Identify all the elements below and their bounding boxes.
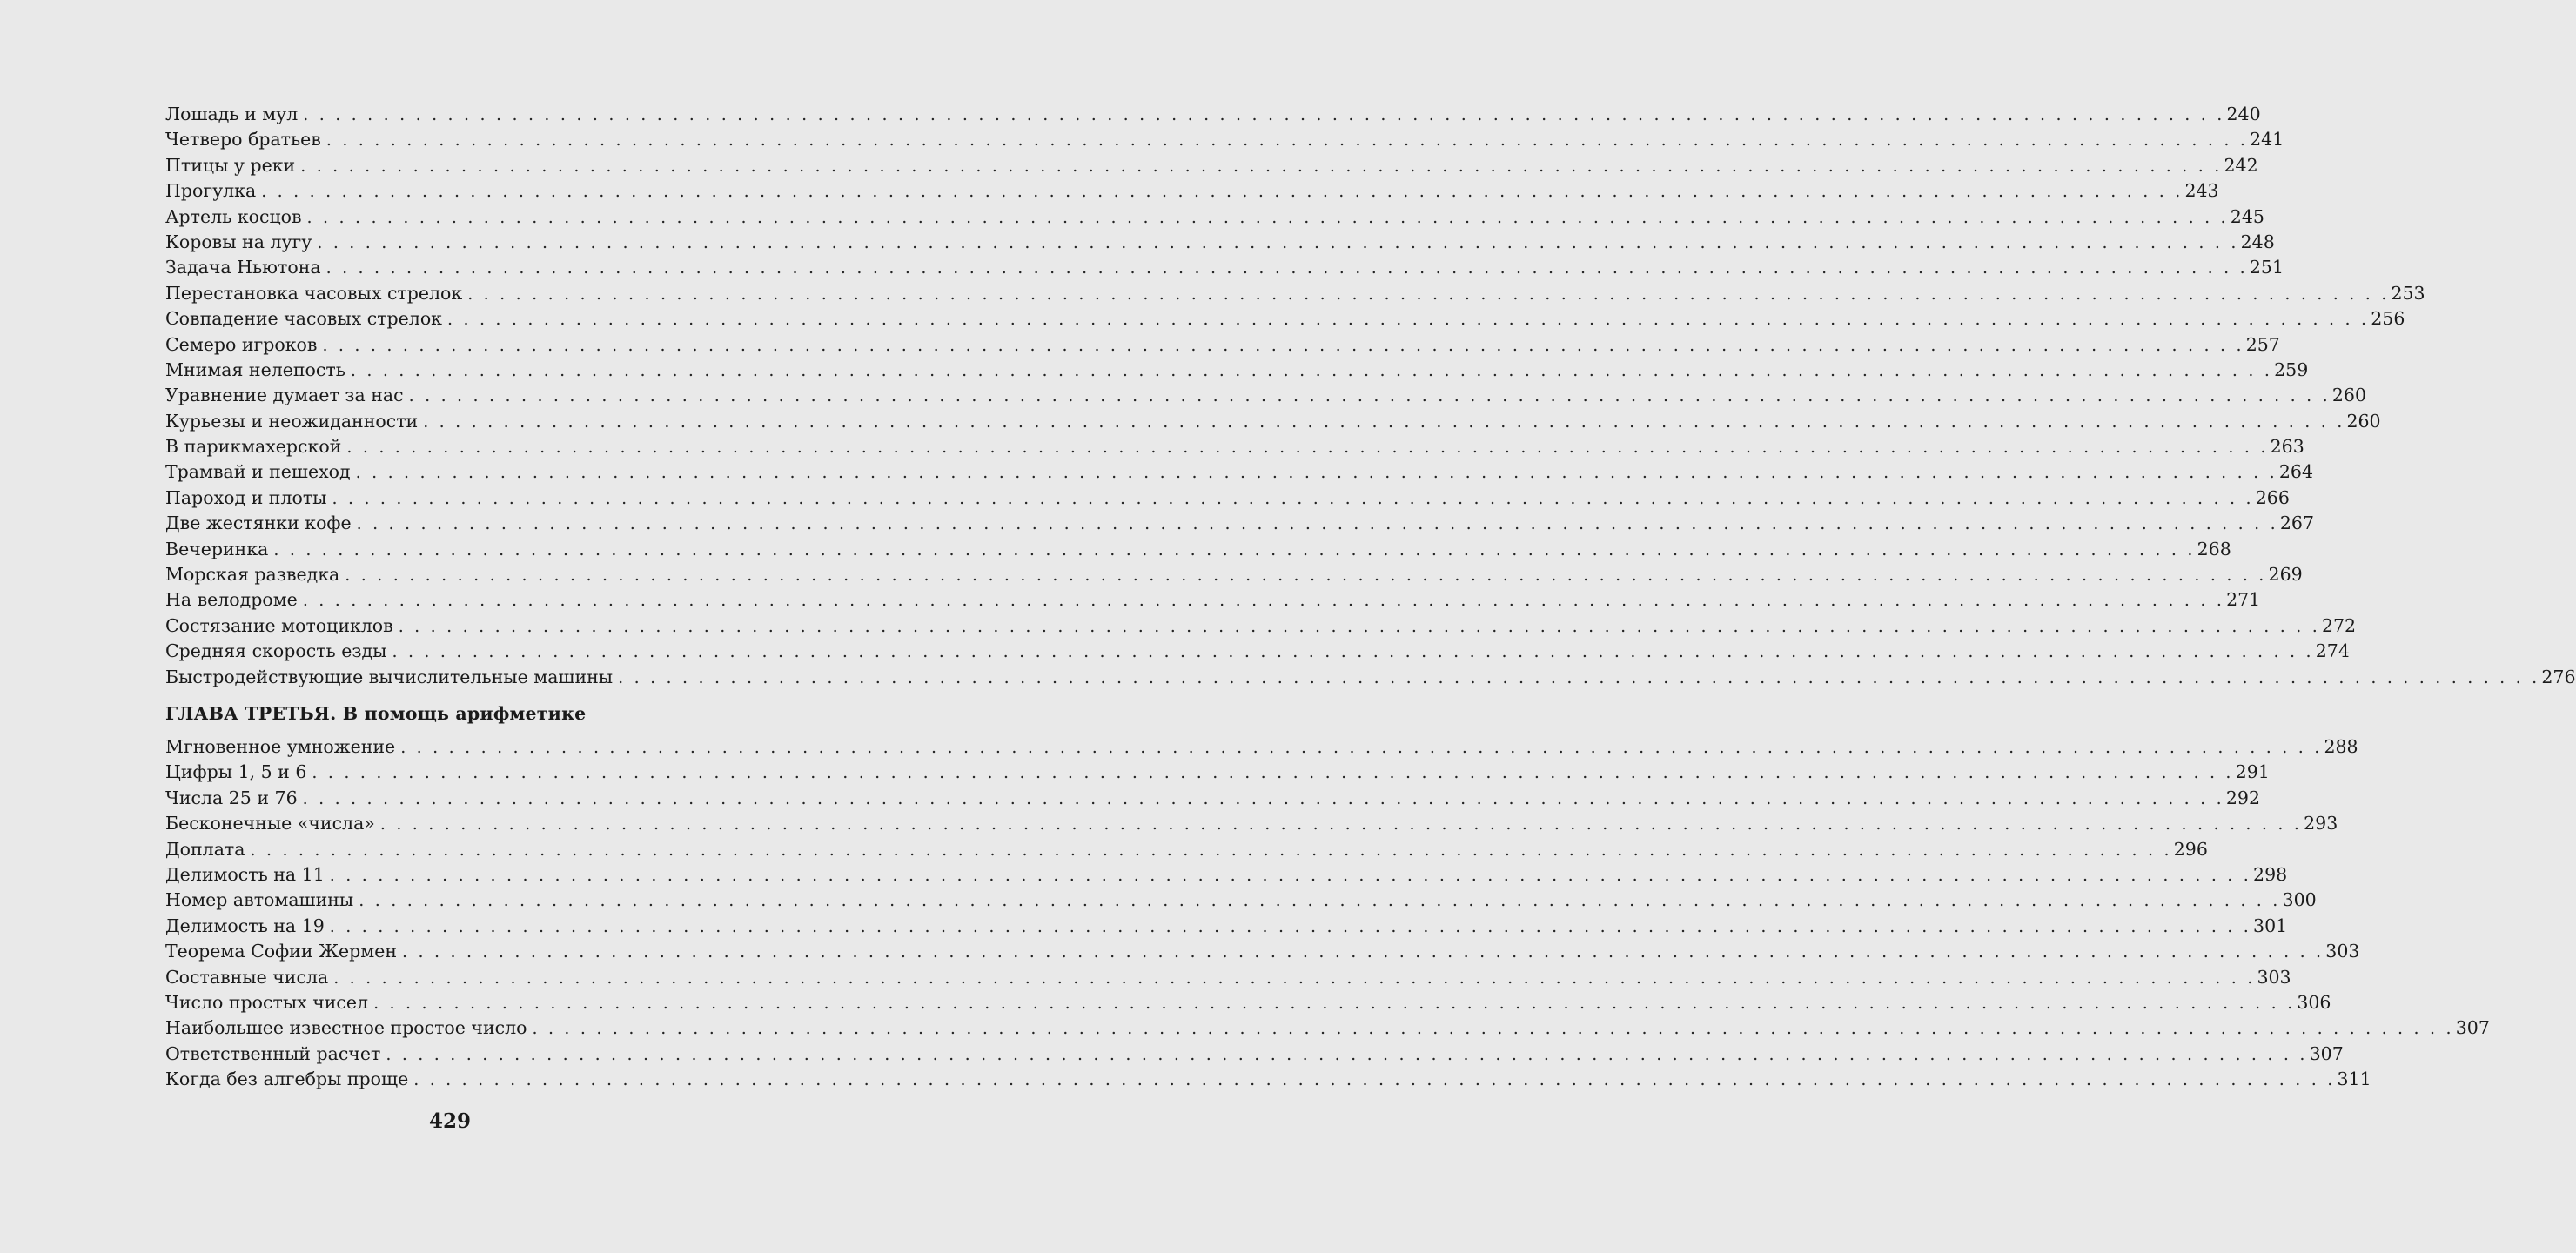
toc-entry	[165, 914, 2288, 939]
dot-leader: . . . . . . . . . . . . . . . . . . . . . . . . . . . . . . . . . . . . . . . . . . . . . . . . . . . . . . . . . . . . . . . . . . . . . . . . . . . . . . . . . . . . . . . . . . . . . . . . . . . . . . . . . . . . . . . . . . . . . . . .	[325, 131, 2249, 151]
entry-page-number: 259	[2274, 358, 2309, 380]
entry-title: Быстродействующие вычислительные машины	[165, 666, 614, 687]
dot-leader: . . . . . . . . . . . . . . . . . . . . . . . . . . . . . . . . . . . . . . . . . . . . . . . . . . . . . . . . . . . . . . . . . . . . . . . . . . . . . . . . . . . . . . . . . . . . . . . . . . . . . . . . . . . . . . . . . . . . . . . .	[325, 258, 2248, 278]
entry-page-number: 276	[2541, 666, 2576, 687]
entry-title: Мгновенное умножение	[165, 735, 396, 757]
dot-leader: . . . . . . . . . . . . . . . . . . . . . . . . . . . . . . . . . . . . . . . . . . . . . . . . . . . . . . . . . . . . . . . . . . . . . . . . . . . . . . . . . . . . . . . . . . . . . . . . . . . . . . . . . . . . . . . . . . . . . . . .	[303, 105, 2225, 124]
toc-entry	[165, 511, 2314, 536]
entry-page-number: 268	[2197, 538, 2231, 559]
entry-page-number: 307	[2455, 1017, 2490, 1039]
toc-entry	[165, 153, 2258, 178]
toc-entry	[165, 102, 2261, 127]
dot-leader: . . . . . . . . . . . . . . . . . . . . . . . . . . . . . . . . . . . . . . . . . . . . . . . . . . . . . . . . . . . . . . . . . . . . . . . . . . . . . . . . . . . . . . . . . . . . . . . . . . . . . . . . . . . . . . . . . . . . . . . .	[312, 763, 2234, 783]
toc-entry	[165, 665, 2576, 690]
entry-page-number: 245	[2230, 205, 2264, 227]
entry-title: Морская разведка	[165, 564, 340, 586]
page-number: 429	[428, 1109, 471, 1133]
entry-page-number: 306	[2297, 991, 2331, 1013]
entry-page-number: 266	[2255, 486, 2290, 508]
toc-entry	[165, 537, 2231, 562]
entry-title: Состязание мотоциклов	[165, 614, 393, 636]
dot-leader: . . . . . . . . . . . . . . . . . . . . . . . . . . . . . . . . . . . . . . . . . . . . . . . . . . . . . . . . . . . . . . . . . . . . . . . . . . . . . . . . . . . . . . . . . . . . . . . . . . . . . . . . . . . . . . . . . . . . . . . .	[306, 207, 2229, 227]
dot-leader: . . . . . . . . . . . . . . . . . . . . . . . . . . . . . . . . . . . . . . . . . . . . . . . . . . . . . . . . . . . . . . . . . . . . . . . . . . . . . . . . . . . . . . . . . . . . . . . . . . . . . . . . . . . . . . . . . . . . . . . .	[356, 514, 2278, 534]
entry-page-number: 293	[2304, 813, 2338, 834]
entry-title: Бесконечные «числа»	[165, 813, 375, 834]
toc-entry	[165, 1015, 2490, 1041]
toc-chapter-list	[165, 734, 2490, 1092]
entry-page-number: 242	[2224, 154, 2258, 176]
entry-title: Теорема Софии Жермен	[165, 941, 398, 962]
toc-entry	[165, 358, 2309, 383]
entry-page-number: 300	[2282, 889, 2317, 911]
entry-title: Совпадение часовых стрелок	[165, 308, 442, 330]
entry-title: Числа 25 и 76	[165, 787, 298, 808]
entry-title: Ответственный расчет	[165, 1042, 381, 1064]
entry-page-number: 251	[2249, 257, 2284, 278]
dot-leader: . . . . . . . . . . . . . . . . . . . . . . . . . . . . . . . . . . . . . . . . . . . . . . . . . . . . . . . . . . . . . . . . . . . . . . . . . . . . . . . . . . . . . . . . . . . . . . . . . . . . . . . . . . . . . . . . . . . . . . . .	[446, 310, 2370, 330]
entry-title: Когда без алгебры проще	[165, 1069, 409, 1090]
entry-page-number: 257	[2245, 333, 2280, 355]
entry-title: Прогулка	[165, 180, 257, 202]
entry-title: Делимость на 19	[165, 915, 325, 936]
toc-section-list	[165, 102, 2576, 690]
dot-leader: . . . . . . . . . . . . . . . . . . . . . . . . . . . . . . . . . . . . . . . . . . . . . . . . . . . . . . . . . . . . . . . . . . . . . . . . . . . . . . . . . . . . . . . . . . . . . . . . . . . . . . . . . . . . . . . . . . . . . . . .	[300, 156, 2223, 176]
dot-leader: . . . . . . . . . . . . . . . . . . . . . . . . . . . . . . . . . . . . . . . . . . . . . . . . . . . . . . . . . . . . . . . . . . . . . . . . . . . . . . . . . . . . . . . . . . . . . . . . . . . . . . . . . . . . . . . . . . . . . . . .	[402, 942, 2324, 962]
entry-page-number: 241	[2250, 129, 2284, 151]
entry-title: Две жестянки кофе	[165, 513, 352, 534]
toc-entry	[165, 1042, 2344, 1067]
entry-page-number: 291	[2235, 761, 2270, 783]
table-of-contents	[165, 102, 2576, 1092]
entry-title: Четверо братьев	[165, 129, 321, 151]
entry-title: Артель косцов	[165, 205, 302, 227]
toc-entry	[165, 939, 2360, 964]
entry-title: Курьезы и неожиданности	[165, 410, 419, 432]
dot-leader: . . . . . . . . . . . . . . . . . . . . . . . . . . . . . . . . . . . . . . . . . . . . . . . . . . . . . . . . . . . . . . . . . . . . . . . . . . . . . . . . . . . . . . . . . . . . . . . . . . . . . . . . . . . . . . . . . . . . . . . .	[317, 232, 2239, 252]
dot-leader: . . . . . . . . . . . . . . . . . . . . . . . . . . . . . . . . . . . . . . . . . . . . . . . . . . . . . . . . . . . . . . . . . . . . . . . . . . . . . . . . . . . . . . . . . . . . . . . . . . . . . . . . . . . . . . . . . . . . . . . .	[302, 788, 2224, 808]
toc-entry	[165, 760, 2270, 785]
entry-title: Трамвай и пешеход	[165, 461, 351, 483]
toc-entry	[165, 613, 2357, 639]
entry-title: Уравнение думает за нас	[165, 385, 404, 406]
toc-entry	[165, 562, 2303, 587]
toc-entry	[165, 230, 2275, 255]
dot-leader: . . . . . . . . . . . . . . . . . . . . . . . . . . . . . . . . . . . . . . . . . . . . . . . . . . . . . . . . . . . . . . . . . . . . . . . . . . . . . . . . . . . . . . . . . . . . . . . . . . . . . . . . . . . . . . . . . . . . . . . .	[379, 814, 2303, 834]
entry-page-number: 298	[2253, 863, 2288, 885]
entry-page-number: 296	[2173, 838, 2208, 860]
dot-leader: . . . . . . . . . . . . . . . . . . . . . . . . . . . . . . . . . . . . . . . . . . . . . . . . . . . . . . . . . . . . . . . . . . . . . . . . . . . . . . . . . . . . . . . . . . . . . . . . . . . . . . . . . . . . . . . . . . . . . . . .	[359, 891, 2281, 911]
toc-entry	[165, 281, 2425, 306]
entry-title: Птицы у реки	[165, 154, 296, 176]
dot-leader: . . . . . . . . . . . . . . . . . . . . . . . . . . . . . . . . . . . . . . . . . . . . . . . . . . . . . . . . . . . . . . . . . . . . . . . . . . . . . . . . . . . . . . . . . . . . . . . . . . . . . . . . . . . . . . . . . . . . . . . .	[467, 284, 2390, 304]
dot-leader: . . . . . . . . . . . . . . . . . . . . . . . . . . . . . . . . . . . . . . . . . . . . . . . . . . . . . . . . . . . . . . . . . . . . . . . . . . . . . . . . . . . . . . . . . . . . . . . . . . . . . . . . . . . . . . . . . . . . . . . .	[322, 335, 2244, 355]
toc-entry	[165, 204, 2264, 230]
dot-leader: . . . . . . . . . . . . . . . . . . . . . . . . . . . . . . . . . . . . . . . . . . . . . . . . . . . . . . . . . . . . . . . . . . . . . . . . . . . . . . . . . . . . . . . . . . . . . . . . . . . . . . . . . . . . . . . . . . . . . . . .	[408, 386, 2331, 406]
entry-title: Мнимая нелепость	[165, 358, 345, 380]
dot-leader: . . . . . . . . . . . . . . . . . . . . . . . . . . . . . . . . . . . . . . . . . . . . . . . . . . . . . . . . . . . . . . . . . . . . . . . . . . . . . . . . . . . . . . . . . . . . . . . . . . . . . . . . . . . . . . . . . . . . . . . .	[329, 916, 2252, 936]
dot-leader: . . . . . . . . . . . . . . . . . . . . . . . . . . . . . . . . . . . . . . . . . . . . . . . . . . . . . . . . . . . . . . . . . . . . . . . . . . . . . . . . . . . . . . . . . . . . . . . . . . . . . . . . . . . . . . . . . . . . . . . .	[250, 840, 2172, 860]
toc-entry	[165, 888, 2317, 913]
entry-page-number: 269	[2268, 564, 2303, 586]
toc-entry	[165, 409, 2381, 434]
entry-title: Делимость на 11	[165, 863, 325, 885]
dot-leader: . . . . . . . . . . . . . . . . . . . . . . . . . . . . . . . . . . . . . . . . . . . . . . . . . . . . . . . . . . . . . . . . . . . . . . . . . . . . . . . . . . . . . . . . . . . . . . . . . . . . . . . . . . . . . . . . . . . . . . . .	[333, 968, 2256, 988]
toc-entry	[165, 639, 2350, 664]
entry-title: Задача Ньютона	[165, 257, 321, 278]
entry-title: Лошадь и мул	[165, 104, 299, 124]
entry-title: Средняя скорость езды	[165, 640, 387, 662]
entry-page-number: 274	[2315, 640, 2350, 662]
entry-title: В парикмахерской	[165, 436, 342, 458]
dot-leader: . . . . . . . . . . . . . . . . . . . . . . . . . . . . . . . . . . . . . . . . . . . . . . . . . . . . . . . . . . . . . . . . . . . . . . . . . . . . . . . . . . . . . . . . . . . . . . . . . . . . . . . . . . . . . . . . . . . . . . . .	[329, 865, 2252, 885]
dot-leader: . . . . . . . . . . . . . . . . . . . . . . . . . . . . . . . . . . . . . . . . . . . . . . . . . . . . . . . . . . . . . . . . . . . . . . . . . . . . . . . . . . . . . . . . . . . . . . . . . . . . . . . . . . . . . . . . . . . . . . . .	[413, 1070, 2336, 1090]
entry-page-number: 256	[2371, 308, 2405, 330]
entry-page-number: 267	[2279, 513, 2314, 534]
entry-page-number: 260	[2346, 410, 2381, 432]
dot-leader: . . . . . . . . . . . . . . . . . . . . . . . . . . . . . . . . . . . . . . . . . . . . . . . . . . . . . . . . . . . . . . . . . . . . . . . . . . . . . . . . . . . . . . . . . . . . . . . . . . . . . . . . . . . . . . . . . . . . . . . .	[373, 993, 2296, 1013]
entry-page-number: 288	[2324, 735, 2358, 757]
toc-entry	[165, 434, 2304, 459]
dot-leader: . . . . . . . . . . . . . . . . . . . . . . . . . . . . . . . . . . . . . . . . . . . . . . . . . . . . . . . . . . . . . . . . . . . . . . . . . . . . . . . . . . . . . . . . . . . . . . . . . . . . . . . . . . . . . . . . . . . . . . . .	[261, 182, 2184, 202]
entry-title: Коровы на лугу	[165, 231, 312, 252]
entry-page-number: 292	[2225, 787, 2261, 808]
entry-title: Доплата	[165, 838, 245, 860]
entry-title: Число простых чисел	[165, 991, 369, 1013]
entry-title: Составные числа	[165, 966, 329, 988]
dot-leader: . . . . . . . . . . . . . . . . . . . . . . . . . . . . . . . . . . . . . . . . . . . . . . . . . . . . . . . . . . . . . . . . . . . . . . . . . . . . . . . . . . . . . . . . . . . . . . . . . . . . . . . . . . . . . . . . . . . . . . . .	[302, 591, 2225, 611]
toc-entry	[165, 965, 2291, 990]
entry-title: Перестановка часовых стрелок	[165, 282, 463, 304]
entry-page-number: 240	[2226, 104, 2261, 124]
dot-leader: . . . . . . . . . . . . . . . . . . . . . . . . . . . . . . . . . . . . . . . . . . . . . . . . . . . . . . . . . . . . . . . . . . . . . . . . . . . . . . . . . . . . . . . . . . . . . . . . . . . . . . . . . . . . . . . . . . . . . . . .	[355, 463, 2277, 483]
entry-title: Вечеринка	[165, 538, 269, 559]
toc-entry	[165, 837, 2208, 862]
dot-leader: . . . . . . . . . . . . . . . . . . . . . . . . . . . . . . . . . . . . . . . . . . . . . . . . . . . . . . . . . . . . . . . . . . . . . . . . . . . . . . . . . . . . . . . . . . . . . . . . . . . . . . . . . . . . . . . . . . . . . . . .	[332, 488, 2254, 508]
toc-entry	[165, 734, 2358, 760]
dot-leader: . . . . . . . . . . . . . . . . . . . . . . . . . . . . . . . . . . . . . . . . . . . . . . . . . . . . . . . . . . . . . . . . . . . . . . . . . . . . . . . . . . . . . . . . . . . . . . . . . . . . . . . . . . . . . . . . . . . . . . . .	[618, 667, 2540, 687]
entry-page-number: 272	[2321, 614, 2357, 636]
toc-entry	[165, 306, 2405, 332]
toc-entry	[165, 127, 2284, 152]
dot-leader: . . . . . . . . . . . . . . . . . . . . . . . . . . . . . . . . . . . . . . . . . . . . . . . . . . . . . . . . . . . . . . . . . . . . . . . . . . . . . . . . . . . . . . . . . . . . . . . . . . . . . . . . . . . . . . . . . . . . . . . .	[398, 616, 2320, 636]
toc-entry	[165, 862, 2288, 888]
entry-title: Номер автомашины	[165, 889, 354, 911]
entry-title: На велодроме	[165, 589, 298, 611]
toc-entry	[165, 1067, 2371, 1092]
entry-page-number: 307	[2309, 1042, 2344, 1064]
toc-entry	[165, 255, 2284, 280]
toc-entry	[165, 811, 2338, 836]
dot-leader: . . . . . . . . . . . . . . . . . . . . . . . . . . . . . . . . . . . . . . . . . . . . . . . . . . . . . . . . . . . . . . . . . . . . . . . . . . . . . . . . . . . . . . . . . . . . . . . . . . . . . . . . . . . . . . . . . . . . . . . .	[350, 360, 2273, 380]
toc-entry	[165, 587, 2261, 613]
toc-entry	[165, 786, 2261, 811]
dot-leader: . . . . . . . . . . . . . . . . . . . . . . . . . . . . . . . . . . . . . . . . . . . . . . . . . . . . . . . . . . . . . . . . . . . . . . . . . . . . . . . . . . . . . . . . . . . . . . . . . . . . . . . . . . . . . . . . . . . . . . . .	[423, 412, 2345, 432]
dot-leader: . . . . . . . . . . . . . . . . . . . . . . . . . . . . . . . . . . . . . . . . . . . . . . . . . . . . . . . . . . . . . . . . . . . . . . . . . . . . . . . . . . . . . . . . . . . . . . . . . . . . . . . . . . . . . . . . . . . . . . . .	[345, 566, 2267, 586]
entry-page-number: 264	[2278, 461, 2314, 483]
entry-page-number: 243	[2184, 180, 2219, 202]
toc-entry	[165, 178, 2219, 204]
dot-leader: . . . . . . . . . . . . . . . . . . . . . . . . . . . . . . . . . . . . . . . . . . . . . . . . . . . . . . . . . . . . . . . . . . . . . . . . . . . . . . . . . . . . . . . . . . . . . . . . . . . . . . . . . . . . . . . . . . . . . . . .	[273, 539, 2196, 559]
toc-entry	[165, 459, 2314, 485]
entry-page-number: 311	[2337, 1069, 2371, 1090]
entry-page-number: 303	[2325, 941, 2360, 962]
entry-page-number: 271	[2226, 589, 2261, 611]
chapter-heading: ГЛАВА ТРЕТЬЯ. В помощь арифметике	[165, 702, 587, 724]
entry-page-number: 301	[2253, 915, 2288, 936]
entry-page-number: 253	[2391, 282, 2425, 304]
dot-leader: . . . . . . . . . . . . . . . . . . . . . . . . . . . . . . . . . . . . . . . . . . . . . . . . . . . . . . . . . . . . . . . . . . . . . . . . . . . . . . . . . . . . . . . . . . . . . . . . . . . . . . . . . . . . . . . . . . . . . . . .	[532, 1019, 2454, 1039]
entry-page-number: 303	[2257, 966, 2291, 988]
entry-title: Семеро игроков	[165, 333, 318, 355]
entry-title: Наибольшее известное простое число	[165, 1017, 527, 1039]
dot-leader: . . . . . . . . . . . . . . . . . . . . . . . . . . . . . . . . . . . . . . . . . . . . . . . . . . . . . . . . . . . . . . . . . . . . . . . . . . . . . . . . . . . . . . . . . . . . . . . . . . . . . . . . . . . . . . . . . . . . . . . .	[392, 642, 2314, 662]
entry-title: Пароход и плоты	[165, 486, 327, 508]
toc-entry	[165, 332, 2280, 358]
entry-page-number: 263	[2270, 436, 2304, 458]
entry-page-number: 248	[2240, 231, 2275, 252]
dot-leader: . . . . . . . . . . . . . . . . . . . . . . . . . . . . . . . . . . . . . . . . . . . . . . . . . . . . . . . . . . . . . . . . . . . . . . . . . . . . . . . . . . . . . . . . . . . . . . . . . . . . . . . . . . . . . . . . . . . . . . . .	[400, 737, 2323, 757]
toc-entry	[165, 990, 2331, 1015]
toc-entry	[165, 486, 2290, 511]
toc-entry	[165, 383, 2367, 408]
entry-title: Цифры 1, 5 и 6	[165, 761, 307, 783]
dot-leader: . . . . . . . . . . . . . . . . . . . . . . . . . . . . . . . . . . . . . . . . . . . . . . . . . . . . . . . . . . . . . . . . . . . . . . . . . . . . . . . . . . . . . . . . . . . . . . . . . . . . . . . . . . . . . . . . . . . . . . . .	[346, 438, 2269, 458]
entry-page-number: 260	[2331, 385, 2367, 406]
dot-leader: . . . . . . . . . . . . . . . . . . . . . . . . . . . . . . . . . . . . . . . . . . . . . . . . . . . . . . . . . . . . . . . . . . . . . . . . . . . . . . . . . . . . . . . . . . . . . . . . . . . . . . . . . . . . . . . . . . . . . . . .	[386, 1044, 2308, 1064]
